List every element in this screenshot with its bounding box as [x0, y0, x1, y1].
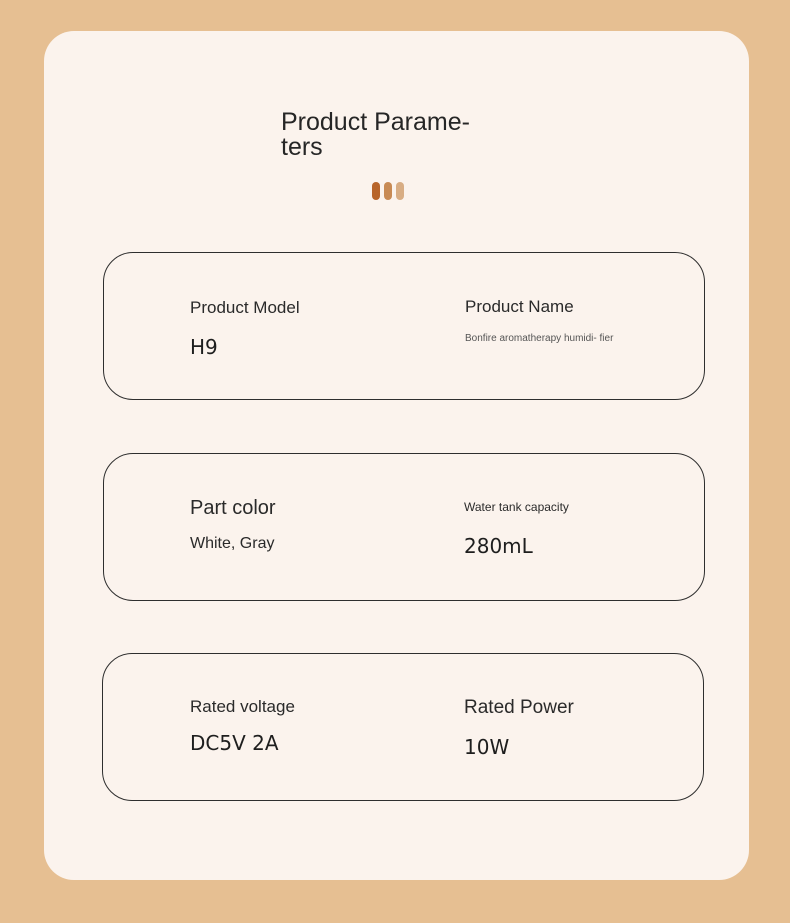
param-value: White, Gray: [190, 535, 275, 552]
param-label: Product Model: [190, 298, 300, 317]
param-cell-part-color: [190, 497, 276, 553]
param-value: DC5V 2A: [190, 731, 279, 755]
param-box-color-capacity: [103, 453, 705, 601]
param-label: Water tank capacity: [464, 500, 569, 514]
dot-icon: [384, 182, 392, 200]
param-box-model-name: [103, 252, 705, 400]
dot-icon: [396, 182, 404, 200]
param-cell-product-model: [190, 298, 300, 359]
param-label: Rated voltage: [190, 697, 295, 716]
param-cell-water-tank: [464, 500, 569, 558]
param-label: Part color: [190, 497, 276, 519]
param-cell-rated-power: [464, 697, 574, 759]
param-value: 280mL: [464, 534, 533, 558]
param-cell-rated-voltage: [190, 697, 295, 755]
dot-icon: [372, 182, 380, 200]
param-value: 10W: [464, 735, 510, 759]
param-cell-product-name: [465, 297, 615, 345]
product-parameters-card: [44, 31, 749, 880]
param-box-voltage-power: [102, 653, 704, 801]
param-label: Product Name: [465, 297, 574, 316]
param-value: H9: [190, 335, 218, 359]
section-title: Product Parame- ters: [281, 108, 470, 161]
param-value: Bonfire aromatherapy humidi- fier: [465, 333, 614, 344]
param-label: Rated Power: [464, 697, 574, 718]
